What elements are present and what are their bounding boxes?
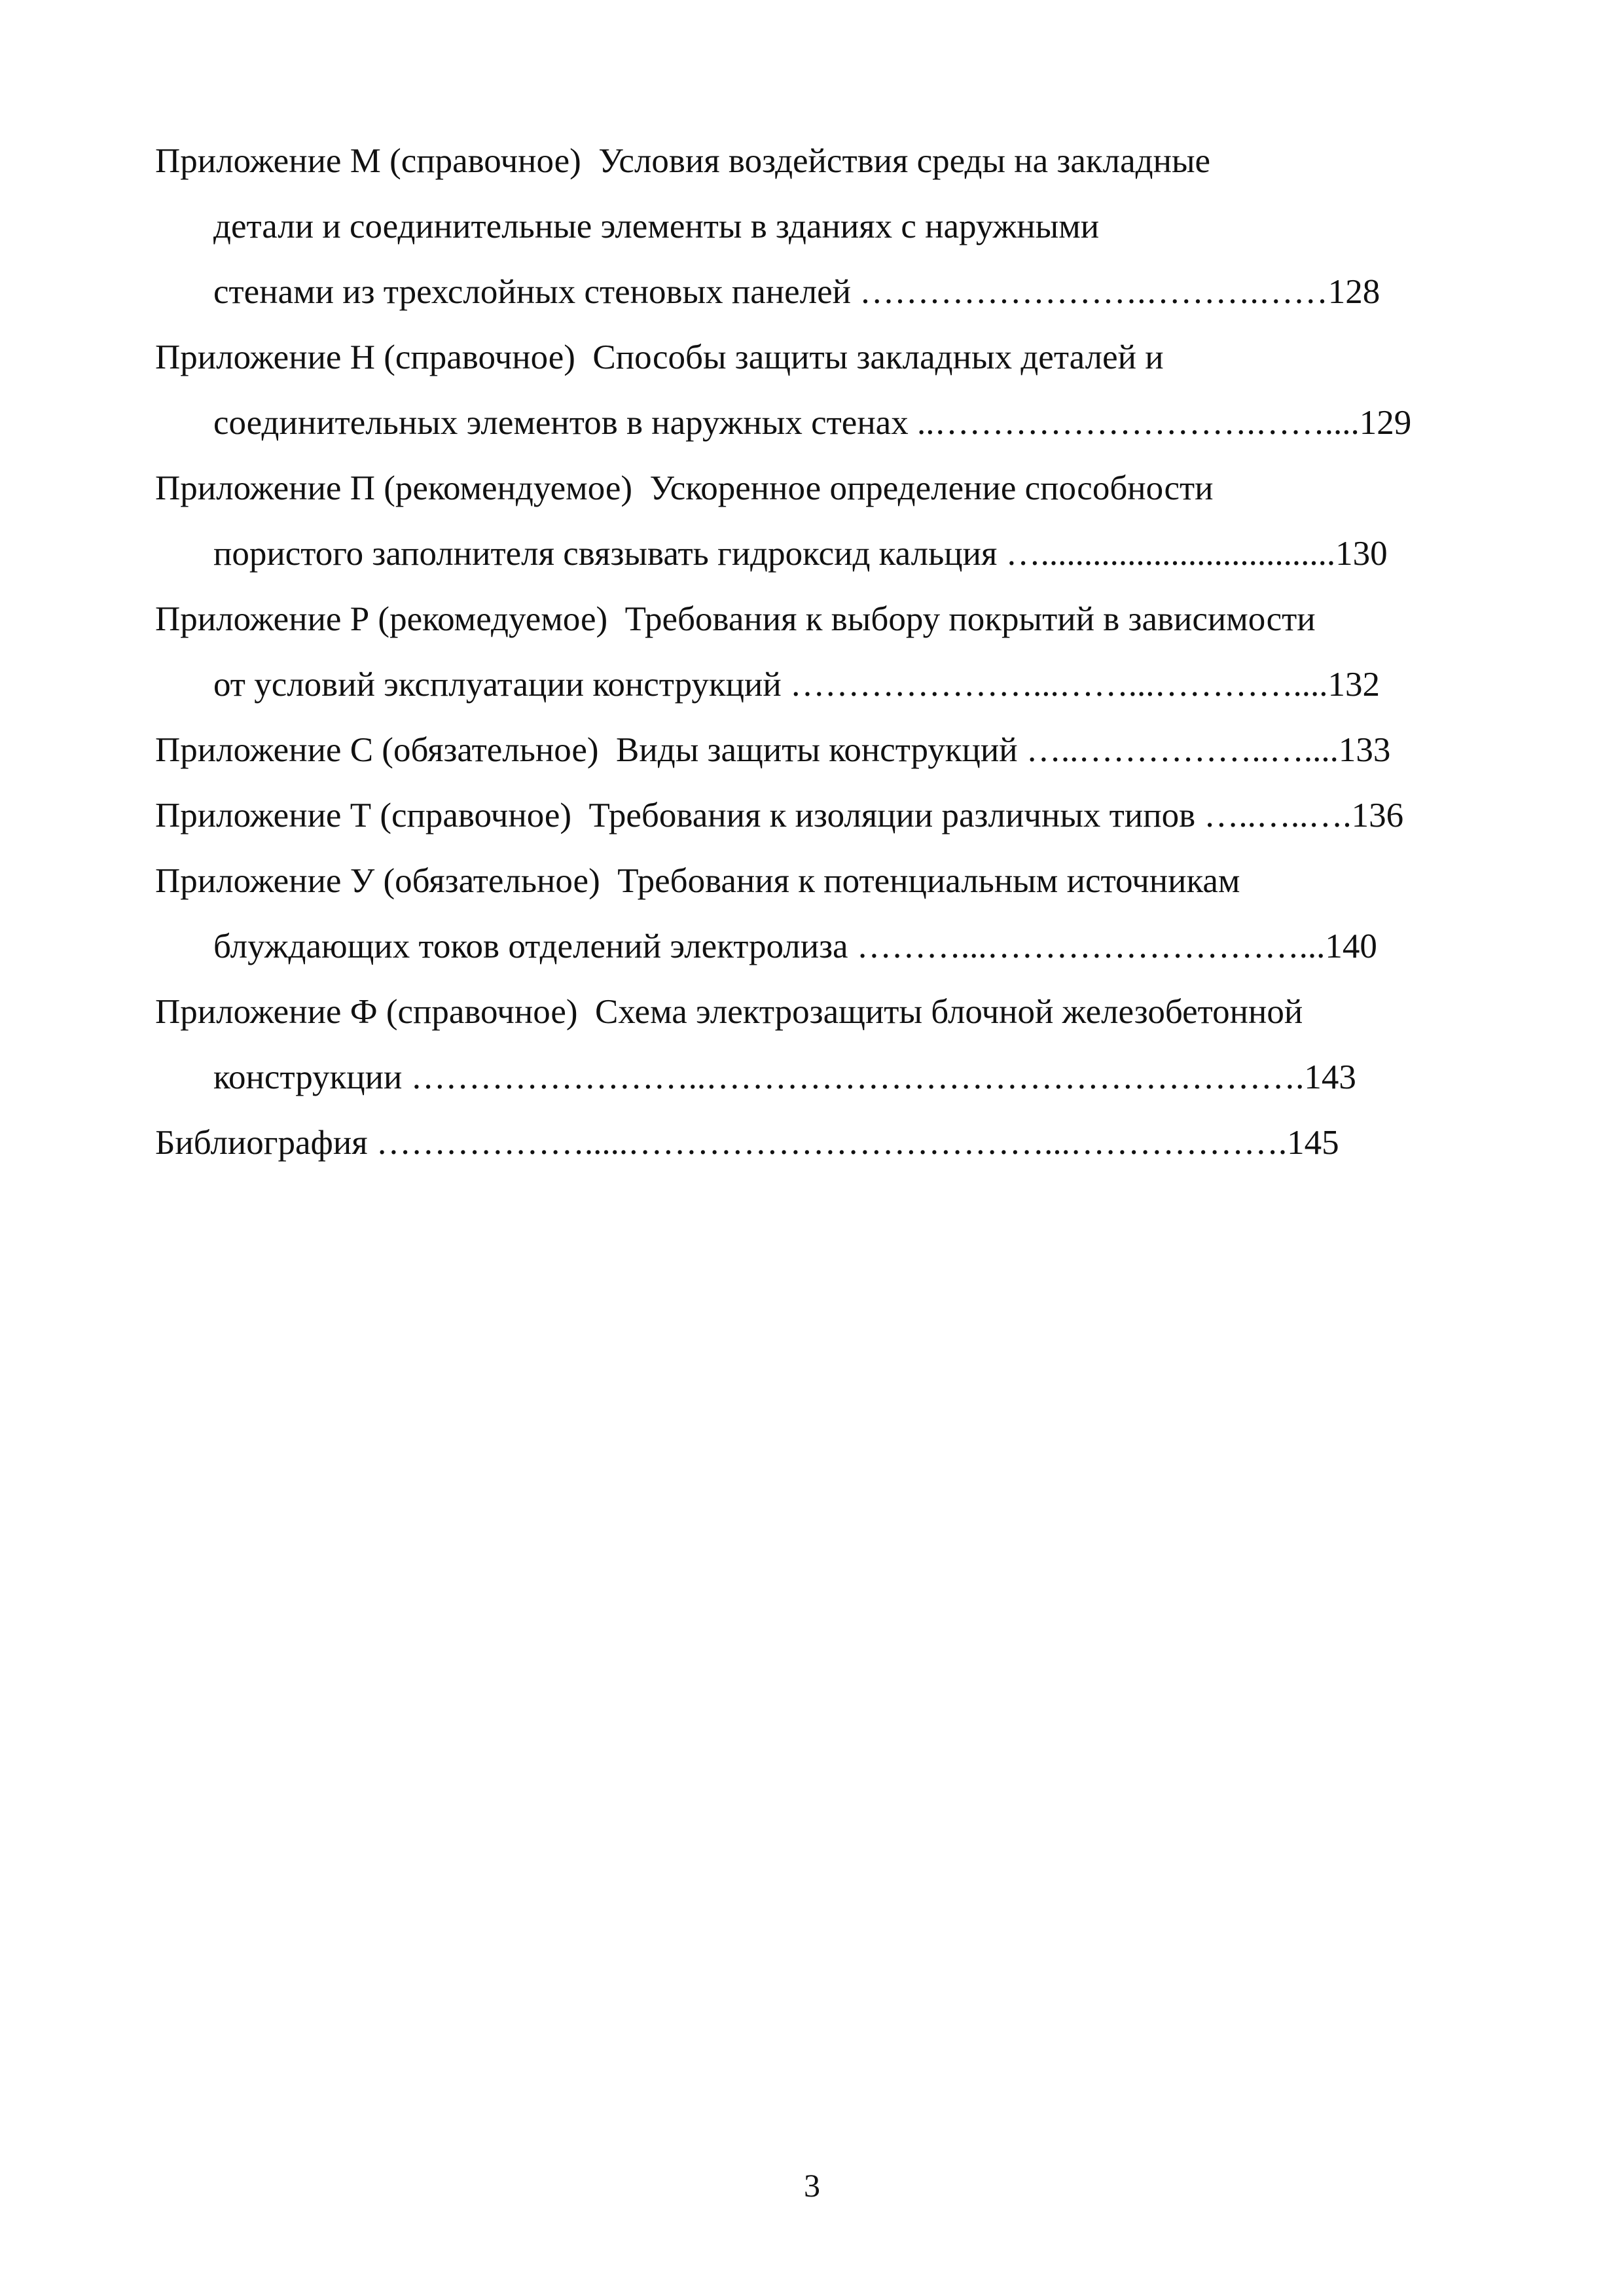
toc-entry-continuation: блуждающих токов отделений электролиза ………...………………………...140: [213, 927, 1377, 965]
toc-entry-title: Приложение Ф (справочное) Схема электрозащиты блочной железобетонной: [155, 993, 1303, 1031]
toc-entry: [155, 456, 1549, 586]
toc-entry-title: Приложение М (справочное) Условия воздействия среды на закладные: [155, 142, 1211, 180]
toc-entry-continuation: стенами из трехслойных стеновых панелей …………………….……….……128: [213, 273, 1380, 311]
toc-entry-title: Приложение П (рекомендуемое) Ускоренное определение способности: [155, 469, 1214, 507]
toc-entry-continuation: соединительных элементов в наружных стенах ..……………………….……....129: [213, 404, 1412, 442]
toc-entry-continuation: детали и соединительные элементы в зданиях с наружными: [213, 207, 1100, 245]
toc-entry: [155, 1110, 1549, 1175]
toc-entry: [155, 325, 1549, 456]
toc-entry-title: Приложение Н (справочное) Способы защиты закладных деталей и: [155, 338, 1164, 376]
toc-entry: [155, 717, 1549, 783]
toc-entry: [155, 128, 1549, 325]
table-of-contents: [155, 128, 1549, 1175]
toc-entry-title: Приложение Р (рекомедуемое) Требования к выбору покрытий в зависимости: [155, 600, 1316, 638]
toc-entry: [155, 586, 1549, 717]
toc-entry-title: Библиография ……………….....………………………………...……………….145: [155, 1124, 1339, 1162]
toc-entry-title: Приложение Т (справочное) Требования к изоляции различных типов …..…..….136: [155, 797, 1404, 834]
toc-entry-title: Приложение У (обязательное) Требования к потенциальным источникам: [155, 862, 1240, 900]
toc-entry-continuation: конструкции ……………………..…………………………………………….143: [213, 1058, 1356, 1096]
toc-entry-continuation: пористого заполнителя связывать гидроксид кальция …..................................130: [213, 535, 1388, 573]
toc-entry-title: Приложение С (обязательное) Виды защиты конструкций …..……………..…....133: [155, 731, 1391, 769]
page-number: 3: [804, 2167, 820, 2204]
toc-entry: [155, 848, 1549, 979]
toc-entry: [155, 979, 1549, 1110]
toc-entry: [155, 783, 1549, 848]
toc-entry-continuation: от условий эксплуатации конструкций …………………...……...…………....132: [213, 666, 1380, 704]
